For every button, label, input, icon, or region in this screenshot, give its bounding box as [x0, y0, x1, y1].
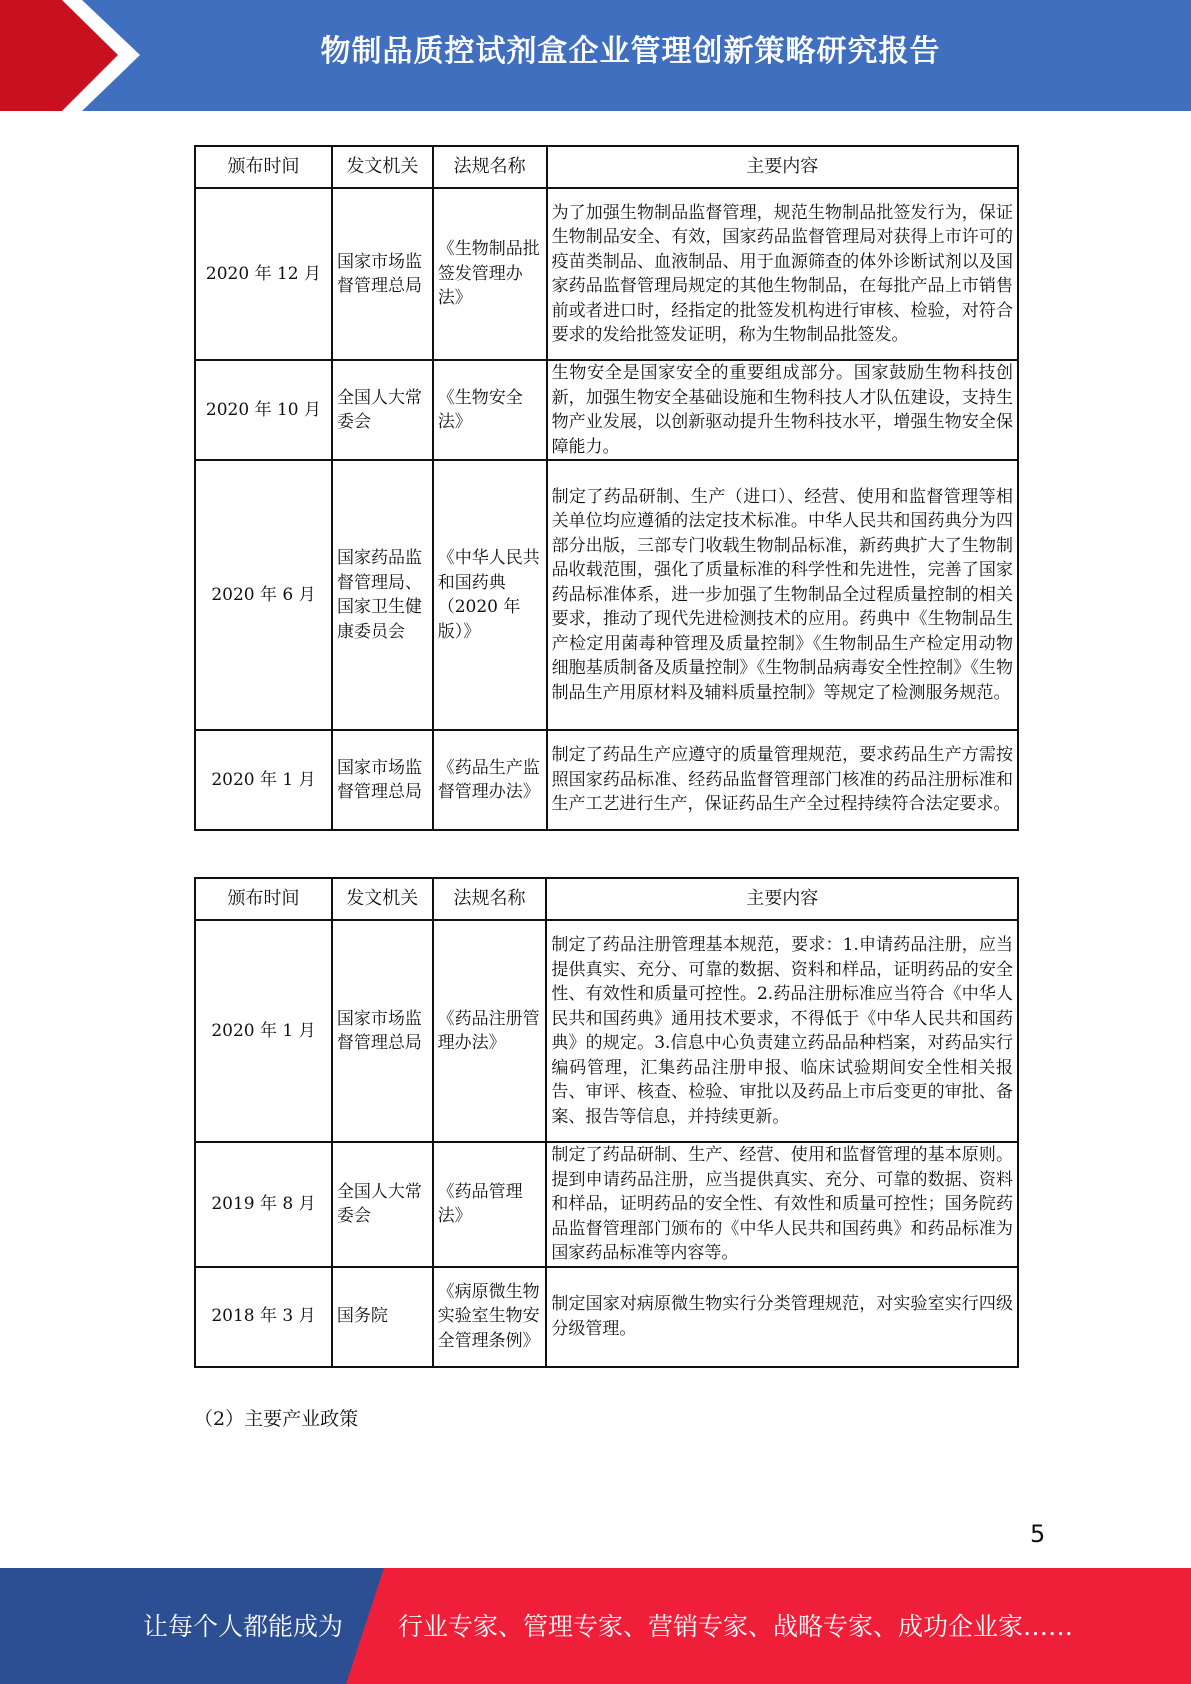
table-row: [195, 460, 1018, 730]
report-title: 物制品质控试剂盒企业管理创新策略研究报告: [320, 34, 941, 69]
cell-date: 2020 年 12 月: [195, 188, 332, 360]
cell-date: 2019 年 8 月: [195, 1142, 332, 1267]
cell-name: 《生物制品批签发管理办法》: [433, 188, 547, 360]
cell-date: 2020 年 1 月: [195, 730, 332, 830]
cell-name: 《药品注册管理办法》: [433, 920, 547, 1142]
table-row: [195, 920, 1018, 1142]
cell-name: 《药品管理法》: [433, 1142, 547, 1267]
cell-agency: 国务院: [332, 1267, 433, 1367]
cell-content: 制定了药品生产应遵守的质量管理规范，要求药品生产方需按照国家药品标准、经药品监督管理部门核准的药品注册标准和生产工艺进行生产，保证药品生产全过程持续符合法定要求。: [547, 730, 1018, 830]
cell-content: 生物安全是国家安全的重要组成部分。国家鼓励生物科技创新，加强生物安全基础设施和生物科技人才队伍建设，支持生物产业发展，以创新驱动提升生物科技水平，增强生物安全保障能力。: [547, 360, 1018, 460]
cell-content: 制定了药品注册管理基本规范，要求：1.申请药品注册，应当提供真实、充分、可靠的数据、资料和样品，证明药品的安全性、有效性和质量可控性。2.药品注册标准应当符合《中华人民共和国药典》通用技术要求，不得低于《中华人民共和国药典》的规定。3.信息中心负责建立药品品种档案，对药品实行编码管理，汇集药品注册申报、临床试验期间安全性相关报告、审评、核查、检验、审批以及药品上市后变更的审批、备案、报告等信息，并持续更新。: [546, 920, 1018, 1142]
cell-agency: 国家市场监督管理总局: [332, 920, 433, 1142]
table-header-row: [195, 146, 1018, 188]
header-date: 颁布时间: [195, 146, 332, 188]
cell-date: 2018 年 3 月: [195, 1267, 332, 1367]
table-row: [195, 1142, 1018, 1267]
header-name: 法规名称: [433, 878, 547, 920]
page-footer: [0, 1568, 1191, 1684]
footer-slogan-left: 让每个人都能成为: [143, 1612, 344, 1641]
cell-name: 《药品生产监督管理办法》: [433, 730, 547, 830]
table-row: [195, 188, 1018, 360]
cell-agency: 国家市场监督管理总局: [332, 730, 433, 830]
header-date: 颁布时间: [195, 878, 332, 920]
cell-content: 制定了药品研制、生产、经营、使用和监督管理的基本原则。提到申请药品注册，应当提供真实、充分、可靠的数据、资料和样品，证明药品的安全性、有效性和质量可控性；国务院药品监督管理部门颁布的《中华人民共和国药典》和药品标准为国家药品标准等内容等。: [546, 1142, 1018, 1267]
cell-name: 《生物安全法》: [433, 360, 547, 460]
cell-date: 2020 年 1 月: [195, 920, 332, 1142]
header-agency: 发文机关: [332, 146, 433, 188]
cell-content: 为了加强生物制品监督管理，规范生物制品批签发行为，保证生物制品安全、有效，国家药品监督管理局对获得上市许可的疫苗类制品、血液制品、用于血源筛查的体外诊断试剂以及国家药品监督管理局规定的其他生物制品，在每批产品上市销售前或者进口时，经指定的批签发机构进行审核、检验，对符合要求的发给批签发证明，称为生物制品批签发。: [547, 188, 1018, 360]
regulation-table-2: [194, 877, 1019, 1368]
regulation-table-1: [194, 145, 1019, 831]
cell-content: 制定国家对病原微生物实行分类管理规范，对实验室实行四级分级管理。: [546, 1267, 1018, 1367]
page-header: [0, 0, 1191, 111]
table-row: [195, 360, 1018, 460]
cell-name: 《中华人民共和国药典（2020 年版）》: [433, 460, 547, 730]
table-row: [195, 730, 1018, 830]
table-row: [195, 1267, 1018, 1367]
cell-date: 2020 年 6 月: [195, 460, 332, 730]
header-name: 法规名称: [433, 146, 547, 188]
cell-agency: 国家药品监督管理局、国家卫生健康委员会: [332, 460, 433, 730]
cell-date: 2020 年 10 月: [195, 360, 332, 460]
section-heading: （2）主要产业政策: [194, 1408, 359, 1430]
table-header-row: [195, 878, 1018, 920]
cell-agency: 全国人大常委会: [332, 1142, 433, 1267]
cell-content: 制定了药品研制、生产（进口）、经营、使用和监督管理等相关单位均应遵循的法定技术标准。中华人民共和国药典分为四部分出版，三部专门收载生物制品标准，新药典扩大了生物制品收载范围，强化了质量标准的科学性和先进性，完善了国家药品标准体系，进一步加强了生物制品全过程质量控制的相关要求，推动了现代先进检测技术的应用。药典中《生物制品生产检定用菌毒种管理及质量控制》《生物制品生产检定用动物细胞基质制备及质量控制》《生物制品病毒安全性控制》《生物制品生产用原材料及辅料质量控制》等规定了检测服务规范。: [547, 460, 1018, 730]
page-number: 5: [1030, 1520, 1046, 1548]
cell-agency: 国家市场监督管理总局: [332, 188, 433, 360]
header-agency: 发文机关: [332, 878, 433, 920]
header-content: 主要内容: [546, 878, 1018, 920]
cell-agency: 全国人大常委会: [332, 360, 433, 460]
header-content: 主要内容: [547, 146, 1018, 188]
footer-slogan-right: 行业专家、管理专家、营销专家、战略专家、成功企业家……: [398, 1612, 1074, 1641]
cell-name: 《病原微生物实验室生物安全管理条例》: [433, 1267, 547, 1367]
